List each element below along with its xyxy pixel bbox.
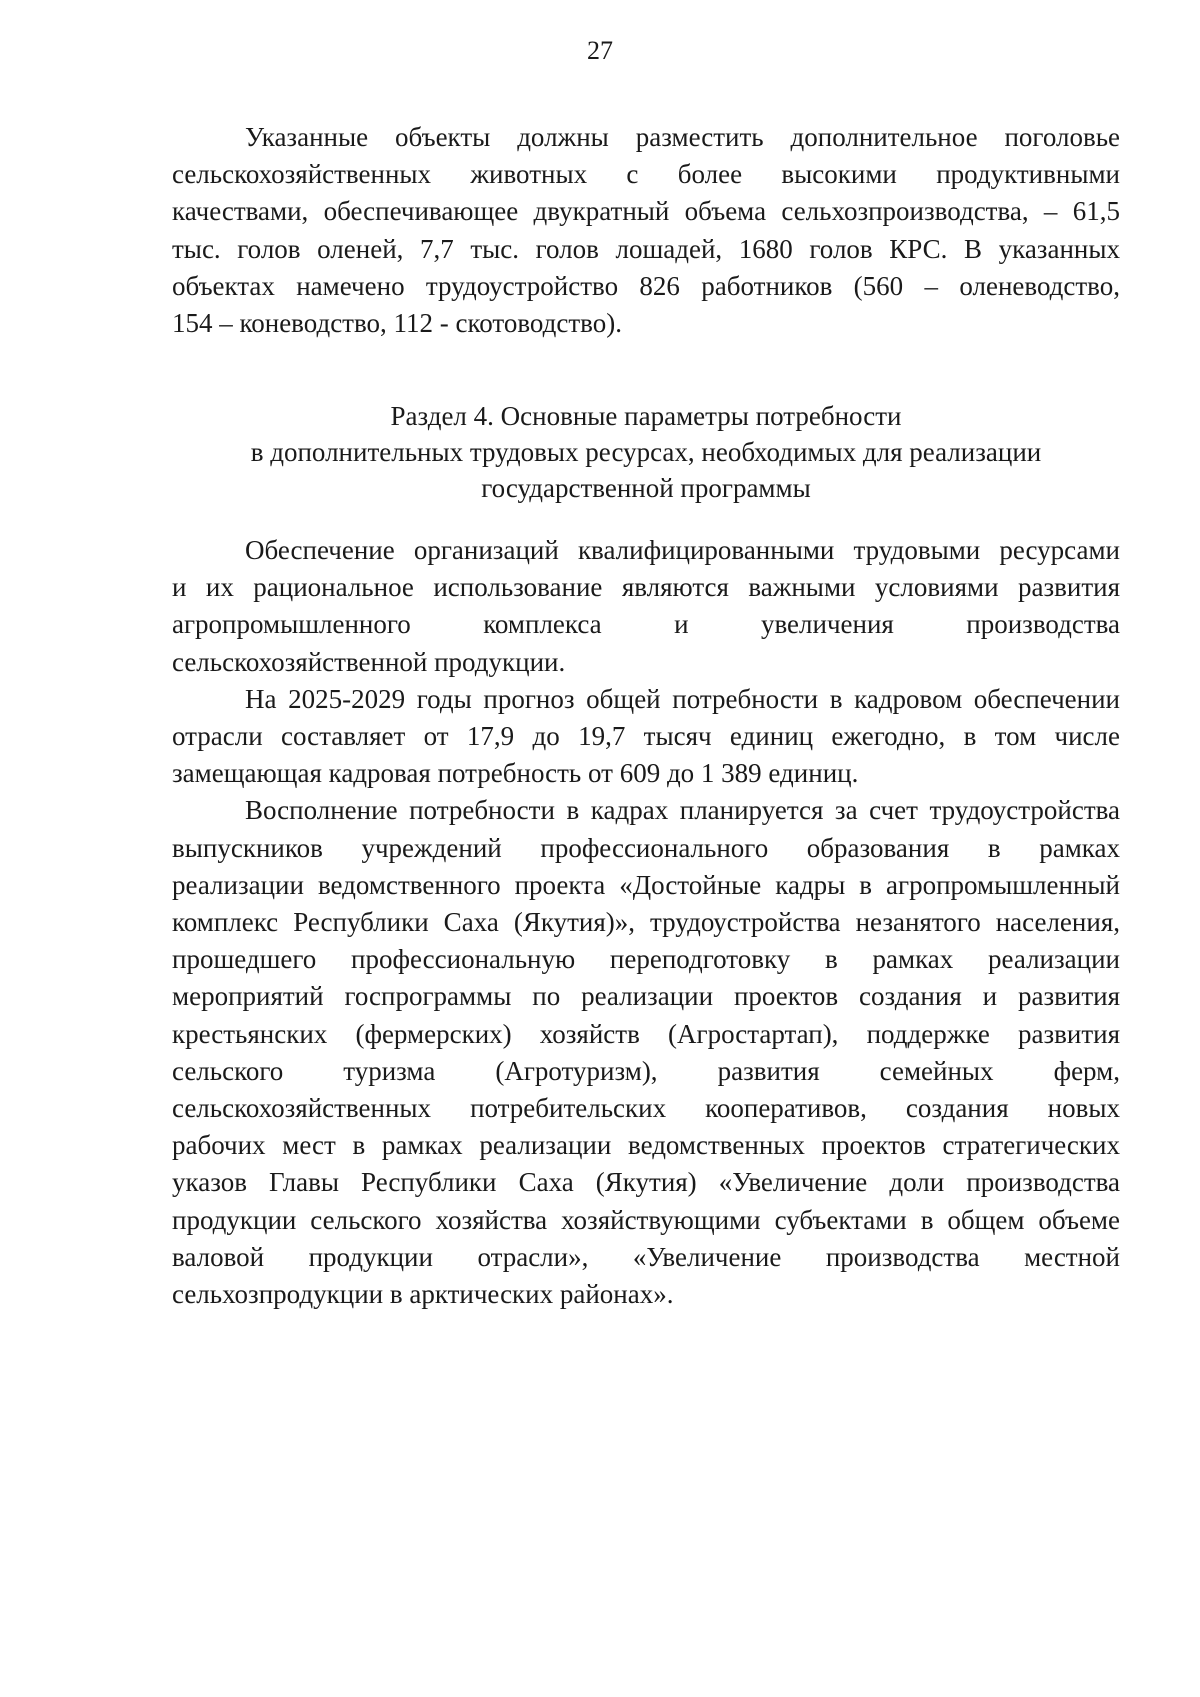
text-line: и их рациональное использование являются важными условиями развития — [172, 572, 1120, 603]
text-line: 154 – коневодство, 112 - скотоводство). — [172, 308, 622, 339]
text-line: замещающая кадровая потребность от 609 до 1 389 единиц. — [172, 758, 859, 789]
text-line: продукции сельского хозяйства хозяйствующими субъектами в общем объеме — [172, 1204, 1120, 1235]
paragraph-workforce — [172, 532, 1120, 681]
text-line: крестьянских (фермерских) хозяйств (Агростартап), поддержке развития — [172, 1018, 1120, 1049]
text-line: сельского туризма (Агротуризм), развития семейных ферм, — [172, 1055, 1120, 1086]
intro-paragraph — [172, 119, 1120, 342]
text-line: рабочих мест в рамках реализации ведомственных проектов стратегических — [172, 1130, 1120, 1161]
text-line: выпускников учреждений профессионального образования в рамках — [172, 832, 1120, 863]
paragraph-staffing-measures — [172, 792, 1120, 1313]
text-line: сельскохозяйственных потребительских кооперативов, создания новых — [172, 1093, 1120, 1124]
paragraph-forecast — [172, 681, 1120, 793]
text-line: объектах намечено трудоустройство 826 работников (560 – оленеводство, — [172, 270, 1120, 301]
text-line: мероприятий госпрограммы по реализации проектов создания и развития — [172, 981, 1120, 1012]
text-line: Восполнение потребности в кадрах планируется за счет трудоустройства — [245, 795, 1120, 826]
text-line: Обеспечение организаций квалифицированными трудовыми ресурсами — [245, 535, 1120, 565]
text-line: На 2025-2029 годы прогноз общей потребности в кадровом обеспечении — [245, 683, 1120, 714]
text-line: указов Главы Республики Саха (Якутия) «Увеличение доли производства — [172, 1167, 1120, 1198]
text-line: сельскохозяйственной продукции. — [172, 646, 566, 677]
text-line: тыс. голов оленей, 7,7 тыс. голов лошадей, 1680 голов КРС. В указанных — [172, 233, 1120, 264]
text-line: отрасли составляет от 17,9 до 19,7 тысяч единиц ежегодно, в том числе — [172, 721, 1120, 752]
page-number: 27 — [587, 36, 613, 65]
section-heading-line: Раздел 4. Основные параметры потребности — [390, 401, 902, 431]
section-heading-line: в дополнительных трудовых ресурсах, необходимых для реализации — [250, 437, 1042, 467]
text-line: прошедшего профессиональную переподготовку в рамках реализации — [172, 944, 1120, 975]
text-line: валовой продукции отрасли», «Увеличение производства местной — [172, 1241, 1120, 1272]
section-heading — [172, 398, 1120, 506]
text-line: сельхозпродукции в арктических районах». — [172, 1279, 674, 1310]
text-line: качествами, обеспечивающее двукратный объема сельхозпроизводства, – 61,5 — [172, 196, 1120, 227]
text-line: агропромышленного комплекса и увеличения производства — [172, 609, 1120, 640]
section-body — [172, 532, 1120, 1313]
text-line: комплекс Республики Саха (Якутия)», трудоустройства незанятого населения, — [172, 907, 1120, 938]
text-line: сельскохозяйственных животных с более высокими продуктивными — [172, 159, 1120, 190]
section-heading-line: государственной программы — [481, 473, 811, 503]
text-line: реализации ведомственного проекта «Достойные кадры в агропромышленный — [172, 869, 1120, 900]
text-line: Указанные объекты должны разместить дополнительное поголовье — [245, 122, 1120, 152]
